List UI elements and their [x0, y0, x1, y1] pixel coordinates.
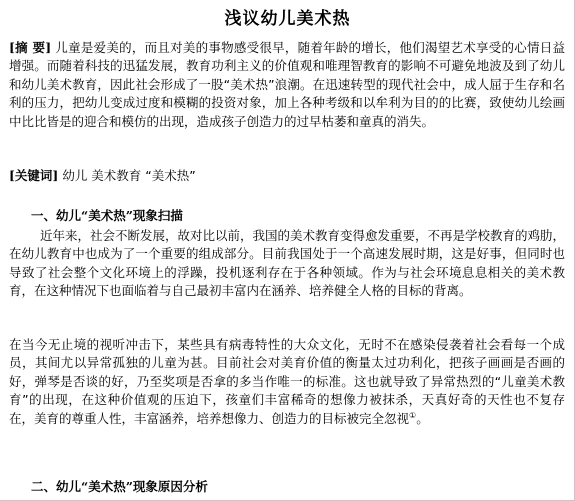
abstract-label: [摘 要]	[9, 40, 52, 55]
keywords-line	[9, 167, 565, 185]
abstract-paragraph	[9, 39, 565, 131]
section-1-heading: 一、幼儿“美术热”现象扫描	[31, 208, 183, 223]
document-title: 浅议幼儿美术热	[224, 9, 351, 29]
section-2-heading: 二、幼儿“美术热”现象原因分析	[31, 479, 208, 494]
section-1-paragraph-1: 近年来，社会不断发展，故对比以前，我国的美术教育变得愈发重要，不再是学校教育的鸡肋，在幼儿教育中也成为了一个重要的组成部分。目前我国处于一个高速发展时期，这是好事，但同时也导致了社会整个文化环境上的浮躁，投机逐利存在于各种领域。作为与社会环境息息相关的美术教育，在这种情况下也面临着与自己最初丰富内在涵养、培养健全人格的目标的背离。	[9, 228, 566, 299]
section-1-paragraph-2	[9, 336, 565, 428]
footnote-marker[interactable]: ①	[409, 410, 417, 420]
keywords-label: [关键词]	[9, 168, 59, 183]
keywords-text: 幼儿 美术教育 “美术热”	[62, 168, 196, 183]
abstract-text: 儿童是爱美的，而且对美的事物感受很早，随着年龄的增长，他们渴望艺术享受的心情日益增强。而随着科技的迅猛发展，教育功利主义的价值观和唯理智教育的影响不可避免地波及到了幼儿和幼儿美术教育，因此社会形成了一股“美术热”浪潮。在迅速转型的现代社会中，成人屈于生存和名利的压力，把幼儿变成过度和模糊的投资对象，加上各种考级和以牟利为目的的比赛，致使幼儿绘画中比比皆是的迎合和模仿的出现，造成孩子创造力的过早枯萎和童真的消失。	[9, 40, 565, 129]
section-1-paragraph-2-end: 。	[416, 410, 429, 426]
section-1-paragraph-2-text: 在当今无止境的视听冲击下，某些具有病毒特性的大众文化，无时不在感染侵袭着社会看每一个成员，其间尤以异常孤独的儿童为甚。目前社会对美育价值的衡量太过功利化，把孩子画画是否画的好，弹琴是否谈的好，乃至奖项是否拿的多当作唯一的标准。这也就导致了异常热烈的“儿童美术教育”的出现，在这种价值观的压迫下，孩童们丰富稀奇的想像力被抹杀，天真好奇的天性也不复存在，美育的尊重人性，丰富涵养，培养想像力、创造力的目标被完全忽视	[9, 337, 565, 426]
